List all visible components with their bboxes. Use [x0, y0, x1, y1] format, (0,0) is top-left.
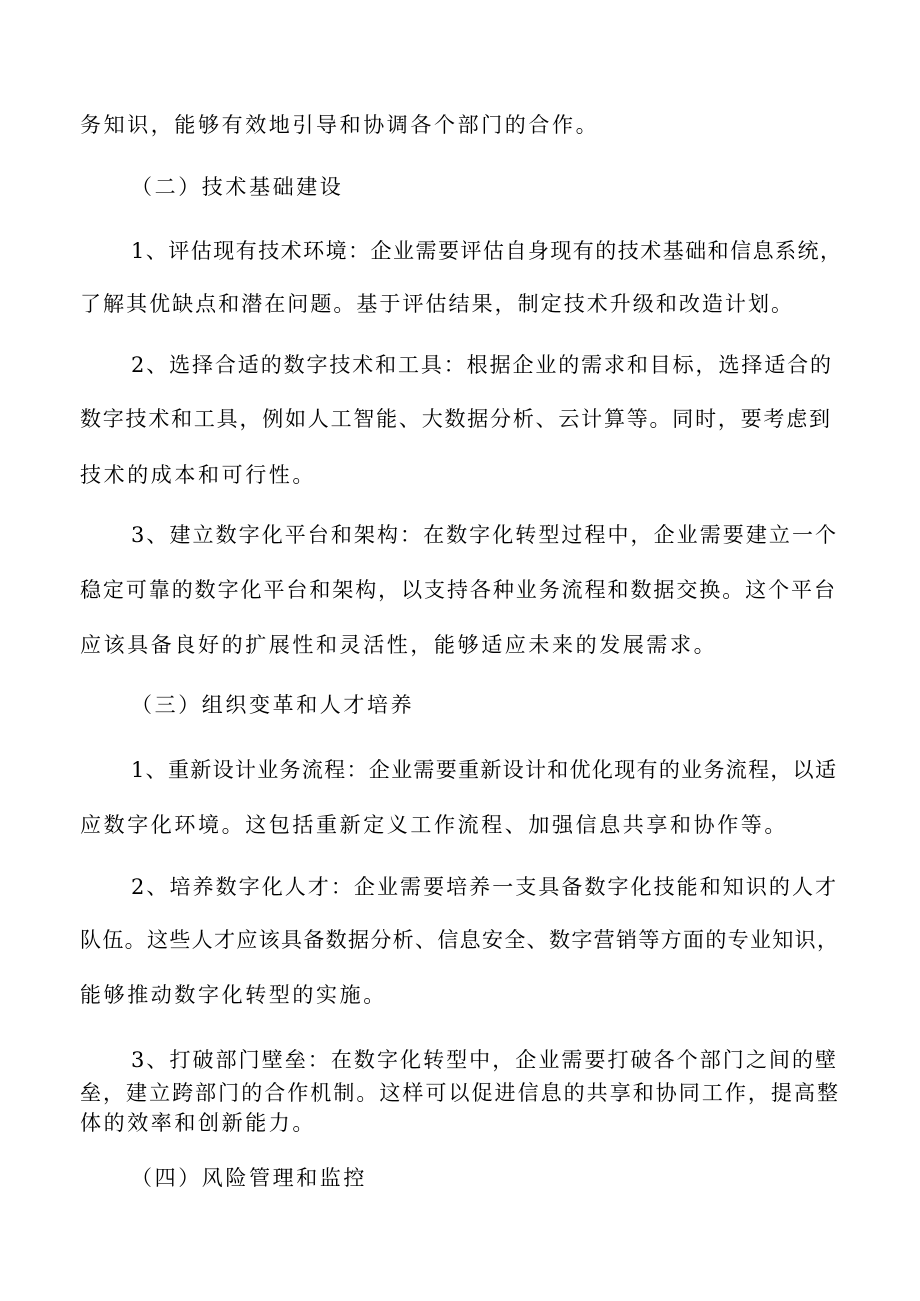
- paragraph-line: 应该具备良好的扩展性和灵活性，能够适应未来的发展需求。: [80, 633, 718, 657]
- paragraph-line: 稳定可靠的数字化平台和架构，以支持各种业务流程和数据交换。这个平台: [80, 578, 835, 602]
- paragraph-line: 技术的成本和可行性。: [80, 463, 316, 487]
- section-heading-3: （三）组织变革和人才培养: [131, 693, 415, 717]
- paragraph-line: 体的效率和创新能力。: [80, 1111, 316, 1135]
- paragraph-line: 1、评估现有技术环境：企业需要评估自身现有的技术基础和信息系统，: [131, 239, 841, 263]
- section-heading-2: （二）技术基础建设: [131, 175, 344, 199]
- paragraph-line: 务知识，能够有效地引导和协调各个部门的合作。: [80, 113, 600, 137]
- paragraph-line: 应数字化环境。这包括重新定义工作流程、加强信息共享和协作等。: [80, 813, 788, 837]
- paragraph-line: 3、建立数字化平台和架构：在数字化转型过程中，企业需要建立一个: [131, 523, 836, 547]
- paragraph-line: 1、重新设计业务流程：企业需要重新设计和优化现有的业务流程，以适: [131, 758, 836, 782]
- paragraph-line: 能够推动数字化转型的实施。: [80, 983, 387, 1007]
- paragraph-line: 数字技术和工具，例如人工智能、大数据分析、云计算等。同时，要考虑到: [80, 407, 830, 431]
- paragraph-line: 垒，建立跨部门的合作机制。这样可以促进信息的共享和协同工作，提高整: [80, 1081, 838, 1105]
- paragraph-line: 2、培养数字化人才：企业需要培养一支具备数字化技能和知识的人才: [131, 875, 836, 899]
- section-heading-4: （四）风险管理和监控: [131, 1166, 367, 1190]
- paragraph-line: 2、选择合适的数字技术和工具：根据企业的需求和目标，选择适合的: [131, 353, 831, 377]
- paragraph-line: 队伍。这些人才应该具备数据分析、信息安全、数字营销等方面的专业知识，: [80, 928, 838, 952]
- paragraph-line: 了解其优缺点和潜在问题。基于评估结果，制定技术升级和改造计划。: [80, 292, 792, 316]
- paragraph-line: 3、打破部门壁垒：在数字化转型中，企业需要打破各个部门之间的壁: [131, 1048, 836, 1072]
